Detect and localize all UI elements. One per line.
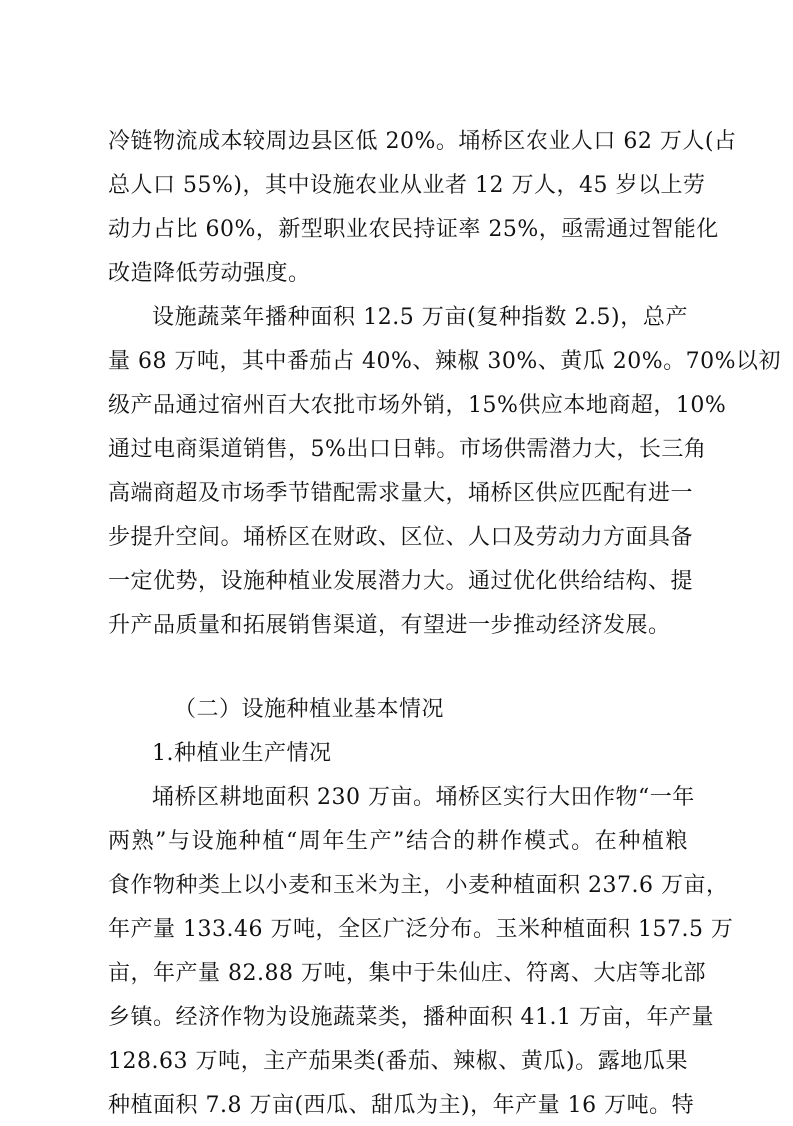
paragraph-1-line-2: 总人口 55%)，其中设施农业从业者 12 万人，45 岁以上劳 (108, 173, 706, 198)
paragraph-3-line-6: 乡镇。经济作物为设施蔬菜类，播种面积 41.1 万亩，年产量 (108, 1005, 714, 1030)
paragraph-3-line-3: 食作物种类上以小麦和玉米为主，小麦种植面积 237.6 万亩， (108, 873, 729, 898)
paragraph-2-line-8: 升产品质量和拓展销售渠道，有望进一步推动经济发展。 (108, 613, 671, 638)
paragraph-3-line-8: 种植面积 7.8 万亩(西瓜、甜瓜为主)，年产量 16 万吨。特 (108, 1093, 695, 1118)
paragraph-3-line-2: 两熟”与设施种植“周年生产”结合的耕作模式。在种植粮 (108, 829, 688, 854)
paragraph-3-line-7: 128.63 万吨，主产茄果类(番茄、辣椒、黄瓜)。露地瓜果 (108, 1049, 688, 1074)
paragraph-2-line-6: 步提升空间。埇桥区在财政、区位、人口及劳动力方面具备 (108, 525, 694, 550)
paragraph-1-line-3: 动力占比 60%，新型职业农民持证率 25%，亟需通过智能化 (108, 217, 719, 242)
paragraph-2-line-1: 设施蔬菜年播种面积 12.5 万亩(复种指数 2.5)，总产 (152, 305, 688, 330)
subsection-heading: 1.种植业生产情况 (152, 741, 332, 766)
paragraph-2-line-5: 高端商超及市场季节错配需求量大，埇桥区供应匹配有进一 (108, 481, 694, 506)
paragraph-2-line-4: 通过电商渠道销售，5%出口日韩。市场供需潜力大，长三角 (108, 437, 707, 462)
paragraph-3-line-4: 年产量 133.46 万吨，全区广泛分布。玉米种植面积 157.5 万 (108, 917, 734, 942)
paragraph-3-line-5: 亩，年产量 82.88 万吨，集中于朱仙庄、符离、大店等北部 (108, 961, 706, 986)
paragraph-2-line-3: 级产品通过宿州百大农批市场外销，15%供应本地商超，10% (108, 393, 727, 418)
paragraph-2-line-2: 量 68 万吨，其中番茄占 40%、辣椒 30%、黄瓜 20%。70%以初 (108, 349, 782, 374)
paragraph-1-line-1: 冷链物流成本较周边县区低 20%。埇桥区农业人口 62 万人(占 (108, 129, 737, 154)
paragraph-3-line-1: 埇桥区耕地面积 230 万亩。埇桥区实行大田作物“一年 (152, 785, 695, 810)
paragraph-1-line-4: 改造降低劳动强度。 (108, 261, 311, 286)
section-heading: （二）设施种植业基本情况 (174, 697, 445, 722)
paragraph-2-line-7: 一定优势，设施种植业发展潜力大。通过优化供给结构、提 (108, 569, 694, 594)
